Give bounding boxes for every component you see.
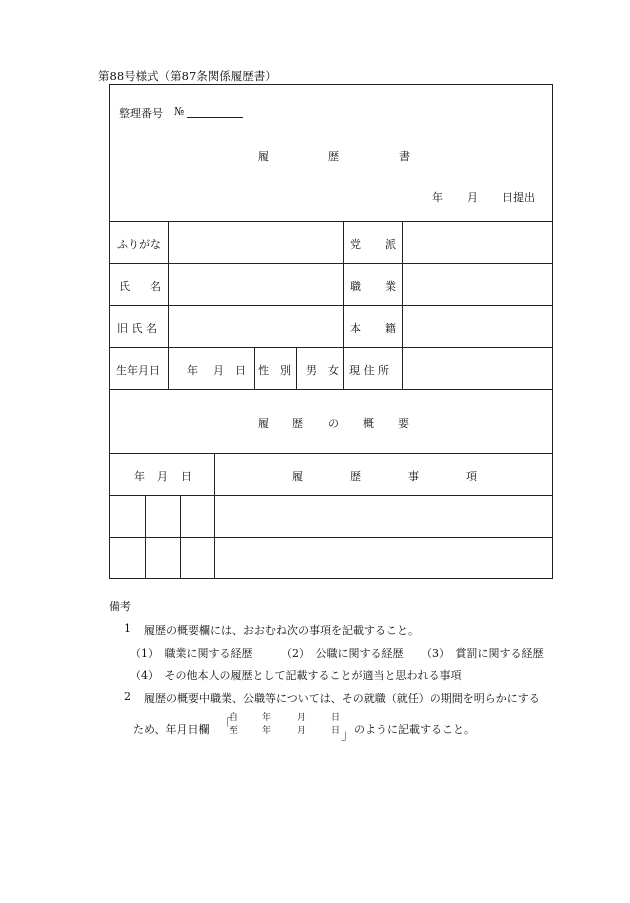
col-divider <box>180 495 181 579</box>
gender-label: 性 <box>258 364 269 377</box>
number-underline <box>187 117 243 118</box>
col-divider <box>402 221 403 389</box>
bracket-from-char: 日 <box>331 713 341 723</box>
bracket-close: 」 <box>341 728 355 743</box>
bracket-from-char: 年 <box>262 713 272 723</box>
row-divider <box>110 453 552 454</box>
date-day-submitted: 日提出 <box>502 191 535 204</box>
bracket-open: 「 <box>219 718 233 733</box>
bracket-to-char: 月 <box>297 726 307 736</box>
gender-female: 女 <box>328 364 339 377</box>
note-2-ending: のように記載すること。 <box>354 723 475 736</box>
col-item-char: 事 <box>408 470 419 483</box>
col-month: 月 <box>157 470 168 483</box>
row-divider <box>110 347 552 348</box>
col-item-char: 履 <box>292 470 303 483</box>
note-2-text: 履歴の概要中職業、公職等については、その就職（就任）の期間を明らかにする <box>144 692 540 705</box>
col-divider <box>296 347 297 389</box>
former-name-label: 旧 氏 名 <box>117 322 157 335</box>
gender-label: 別 <box>280 364 291 377</box>
row-divider <box>110 537 552 538</box>
remarks-heading: 備考 <box>109 600 131 613</box>
note-1-text: 履歴の概要欄には、おおむね次の事項を記載すること。 <box>144 624 419 637</box>
history-title-char: 要 <box>398 417 409 430</box>
row-divider <box>110 305 552 306</box>
gender-male: 男 <box>306 364 317 377</box>
col-divider <box>254 347 255 389</box>
col-day: 日 <box>181 470 192 483</box>
row-divider <box>110 389 552 390</box>
title-char: 履 <box>258 150 269 163</box>
furigana-label: ふりがな <box>117 238 161 251</box>
row-divider <box>110 495 552 496</box>
address-label: 現 住 所 <box>349 364 389 377</box>
col-year: 年 <box>134 470 145 483</box>
name-label: 名 <box>150 280 161 293</box>
note-1-number: 1 <box>124 622 131 635</box>
col-divider <box>145 495 146 579</box>
history-title-char: 履 <box>258 417 269 430</box>
birth-day: 日 <box>235 364 246 377</box>
no-label: № <box>174 105 185 118</box>
birth-year: 年 <box>187 364 198 377</box>
row-divider <box>110 263 552 264</box>
honseki-label: 籍 <box>385 322 396 335</box>
occupation-label: 職 <box>350 280 361 293</box>
note-sub-1: （1） 職業に関する経歴 <box>130 647 253 660</box>
bracket-to-char: 至 <box>229 726 239 736</box>
title-char: 書 <box>399 150 410 163</box>
rirekisho-form <box>109 84 553 579</box>
note-2-continuation: ため、年月日欄 <box>133 723 210 736</box>
bracket-from-char: 自 <box>229 713 239 723</box>
bracket-to-char: 日 <box>331 726 341 736</box>
honseki-label: 本 <box>350 322 361 335</box>
col-divider <box>168 221 169 389</box>
form-number-title: 第88号様式（第87条関係履歴書） <box>98 69 277 83</box>
row-divider <box>110 221 552 222</box>
birth-month: 月 <box>213 364 224 377</box>
col-divider <box>343 221 344 389</box>
seiri-bango-label: 整理番号 <box>119 107 163 120</box>
note-2-number: 2 <box>124 690 131 703</box>
col-divider <box>214 453 215 579</box>
bracket-from-char: 月 <box>297 713 307 723</box>
history-title-char: の <box>328 417 339 430</box>
title-char: 歴 <box>328 150 339 163</box>
occupation-label: 業 <box>385 280 396 293</box>
col-item-char: 歴 <box>350 470 361 483</box>
birthdate-label: 生年月日 <box>116 364 160 377</box>
history-title-char: 概 <box>363 417 374 430</box>
history-title-char: 歴 <box>292 417 303 430</box>
note-sub-4: （4） その他本人の履歴として記載することが適当と思われる事項 <box>130 669 462 682</box>
col-item-char: 項 <box>466 470 477 483</box>
party-label: 党 <box>350 238 361 251</box>
name-label: 氏 <box>119 280 130 293</box>
bracket-to-char: 年 <box>262 726 272 736</box>
note-sub-2: （2） 公職に関する経歴 <box>281 647 404 660</box>
note-sub-3: （3） 賞罰に関する経歴 <box>421 647 544 660</box>
party-label: 派 <box>385 238 396 251</box>
date-year: 年 <box>432 191 443 204</box>
date-month: 月 <box>467 191 478 204</box>
